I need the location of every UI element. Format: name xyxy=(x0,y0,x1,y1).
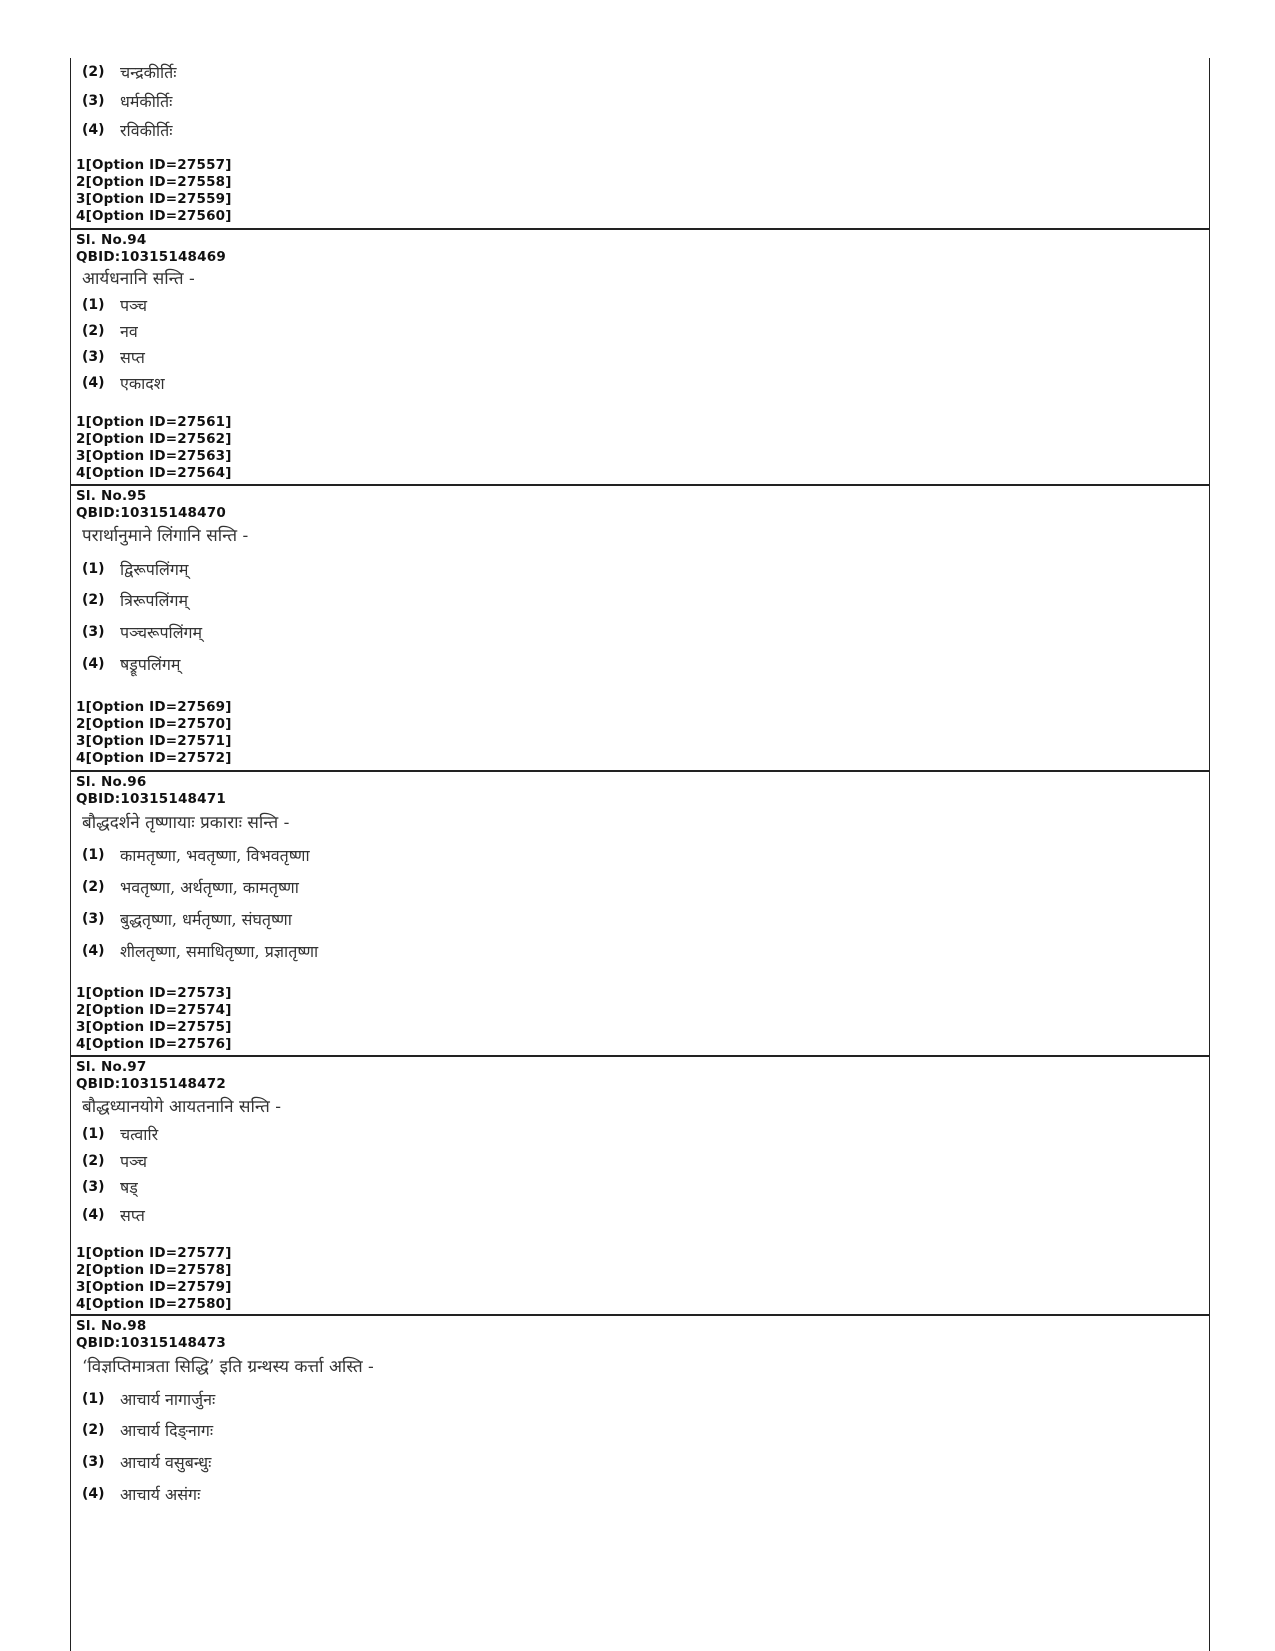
option-row xyxy=(82,1175,138,1199)
option-number: (4) xyxy=(82,1486,105,1502)
option-number: (1) xyxy=(82,1126,105,1142)
option-id: 3[Option ID=27575] xyxy=(76,1019,232,1035)
option-text: आचार्य दिङ्नागः xyxy=(120,1421,214,1440)
option-row xyxy=(82,1418,213,1442)
option-text: आचार्य वसुबन्धुः xyxy=(120,1453,212,1472)
option-id: 3[Option ID=27563] xyxy=(76,448,232,464)
option-id: 1[Option ID=27577] xyxy=(76,1245,232,1261)
option-id: 1[Option ID=27573] xyxy=(76,985,232,1001)
question-block xyxy=(71,772,1209,1056)
question-text: परार्थानुमाने लिंगानि सन्ति - xyxy=(82,526,249,546)
option-text: नव xyxy=(120,322,138,341)
option-number: (2) xyxy=(82,64,105,80)
option-text: रविकीर्तिः xyxy=(120,121,173,140)
option-text: भवतृष्णा, अर्थतृष्णा, कामतृष्णा xyxy=(120,878,299,897)
option-row xyxy=(82,939,318,963)
option-text: पञ्चरूपलिंगम् xyxy=(120,623,203,642)
serial-number: Sl. No.95 xyxy=(76,488,147,504)
option-text: षड्रूपलिंगम् xyxy=(120,655,181,674)
qbid: QBID:10315148470 xyxy=(76,505,226,521)
option-row xyxy=(82,875,299,899)
option-row xyxy=(82,293,147,317)
option-text: पञ्च xyxy=(120,296,148,315)
option-number: (2) xyxy=(82,323,105,339)
option-number: (3) xyxy=(82,624,105,640)
option-row xyxy=(82,60,177,84)
option-row xyxy=(82,1387,215,1411)
option-text: षड् xyxy=(120,1178,138,1197)
option-id: 4[Option ID=27564] xyxy=(76,465,232,481)
option-row xyxy=(82,371,165,395)
option-id: 1[Option ID=27561] xyxy=(76,414,232,430)
option-number: (1) xyxy=(82,561,105,577)
option-id: 3[Option ID=27571] xyxy=(76,733,232,749)
option-text: बुद्धतृष्णा, धर्मतृष्णा, संघतृष्णा xyxy=(120,910,292,929)
option-text: त्रिरूपलिंगम् xyxy=(120,591,189,610)
option-id-list xyxy=(76,157,232,225)
option-number: (1) xyxy=(82,1391,105,1407)
question-meta xyxy=(76,488,226,522)
option-row xyxy=(82,1149,147,1173)
option-text: धर्मकीर्तिः xyxy=(120,92,173,111)
option-number: (3) xyxy=(82,1179,105,1195)
question-block xyxy=(71,1057,1209,1315)
option-id-list xyxy=(76,414,232,482)
option-text: शीलतृष्णा, समाधितृष्णा, प्रज्ञातृष्णा xyxy=(120,942,319,961)
question-text: ‘विज्ञप्तिमात्रता सिद्धि’ इति ग्रन्थस्य कर्त्ता अस्ति - xyxy=(82,1357,374,1377)
option-number: (2) xyxy=(82,1422,105,1438)
option-row xyxy=(82,118,173,142)
serial-number: Sl. No.94 xyxy=(76,232,147,248)
option-id: 2[Option ID=27574] xyxy=(76,1002,232,1018)
serial-number: Sl. No.98 xyxy=(76,1318,147,1334)
option-number: (4) xyxy=(82,122,105,138)
question-meta xyxy=(76,1318,226,1352)
option-number: (4) xyxy=(82,375,105,391)
option-number: (1) xyxy=(82,297,105,313)
option-number: (2) xyxy=(82,879,105,895)
option-text: द्विरूपलिंगम् xyxy=(120,560,189,579)
option-number: (4) xyxy=(82,943,105,959)
option-text: एकादश xyxy=(120,374,165,393)
option-row xyxy=(82,620,202,644)
option-number: (1) xyxy=(82,847,105,863)
option-id: 1[Option ID=27569] xyxy=(76,699,232,715)
option-text: आचार्य नागार्जुनः xyxy=(120,1390,216,1409)
option-text: चत्वारि xyxy=(120,1125,159,1144)
option-id: 4[Option ID=27580] xyxy=(76,1296,232,1312)
option-id: 3[Option ID=27559] xyxy=(76,191,232,207)
option-text: कामतृष्णा, भवतृष्णा, विभवतृष्णा xyxy=(120,846,310,865)
question-paper-frame xyxy=(70,58,1210,1651)
option-row xyxy=(82,89,172,113)
option-number: (3) xyxy=(82,93,105,109)
option-text: चन्द्रकीर्तिः xyxy=(120,63,177,82)
option-number: (3) xyxy=(82,349,105,365)
qbid: QBID:10315148473 xyxy=(76,1335,226,1351)
option-row xyxy=(82,588,188,612)
option-id: 3[Option ID=27579] xyxy=(76,1279,232,1295)
option-row xyxy=(82,843,310,867)
option-id: 2[Option ID=27578] xyxy=(76,1262,232,1278)
question-text: आर्यधनानि सन्ति - xyxy=(82,269,195,289)
option-row xyxy=(82,652,180,676)
question-block xyxy=(71,230,1209,488)
serial-number: Sl. No.96 xyxy=(76,774,147,790)
question-meta xyxy=(76,774,226,808)
option-number: (4) xyxy=(82,656,105,672)
option-row xyxy=(82,1482,200,1506)
option-id: 4[Option ID=27560] xyxy=(76,208,232,224)
option-text: आचार्य असंगः xyxy=(120,1485,201,1504)
option-id: 1[Option ID=27557] xyxy=(76,157,232,173)
option-text: सप्त xyxy=(120,348,145,367)
option-number: (4) xyxy=(82,1207,105,1223)
option-id: 4[Option ID=27572] xyxy=(76,750,232,766)
option-row xyxy=(82,345,145,369)
option-row xyxy=(82,557,188,581)
option-id: 4[Option ID=27576] xyxy=(76,1036,232,1052)
option-id-list xyxy=(76,985,232,1053)
option-id: 2[Option ID=27562] xyxy=(76,431,232,447)
option-text: पञ्च xyxy=(120,1152,148,1171)
option-id-list xyxy=(76,1245,232,1313)
question-text: बौद्धध्यानयोगे आयतनानि सन्ति - xyxy=(82,1097,281,1117)
serial-number: Sl. No.97 xyxy=(76,1059,147,1075)
question-meta xyxy=(76,1059,226,1093)
option-id: 2[Option ID=27570] xyxy=(76,716,232,732)
option-number: (2) xyxy=(82,1153,105,1169)
option-row xyxy=(82,1450,211,1474)
qbid: QBID:10315148472 xyxy=(76,1076,226,1092)
qbid: QBID:10315148469 xyxy=(76,249,226,265)
option-id-list xyxy=(76,699,232,767)
question-block-carryover xyxy=(71,58,1209,234)
option-number: (3) xyxy=(82,911,105,927)
question-block xyxy=(71,1316,1209,1651)
option-row xyxy=(82,907,292,931)
option-text: सप्त xyxy=(120,1206,145,1225)
option-number: (2) xyxy=(82,592,105,608)
option-row xyxy=(82,1203,145,1227)
qbid: QBID:10315148471 xyxy=(76,791,226,807)
question-meta xyxy=(76,232,226,266)
question-text: बौद्धदर्शने तृष्णायाः प्रकाराः सन्ति - xyxy=(82,813,290,833)
option-id: 2[Option ID=27558] xyxy=(76,174,232,190)
option-row xyxy=(82,1122,158,1146)
option-number: (3) xyxy=(82,1454,105,1470)
question-block xyxy=(71,486,1209,772)
option-row xyxy=(82,319,138,343)
